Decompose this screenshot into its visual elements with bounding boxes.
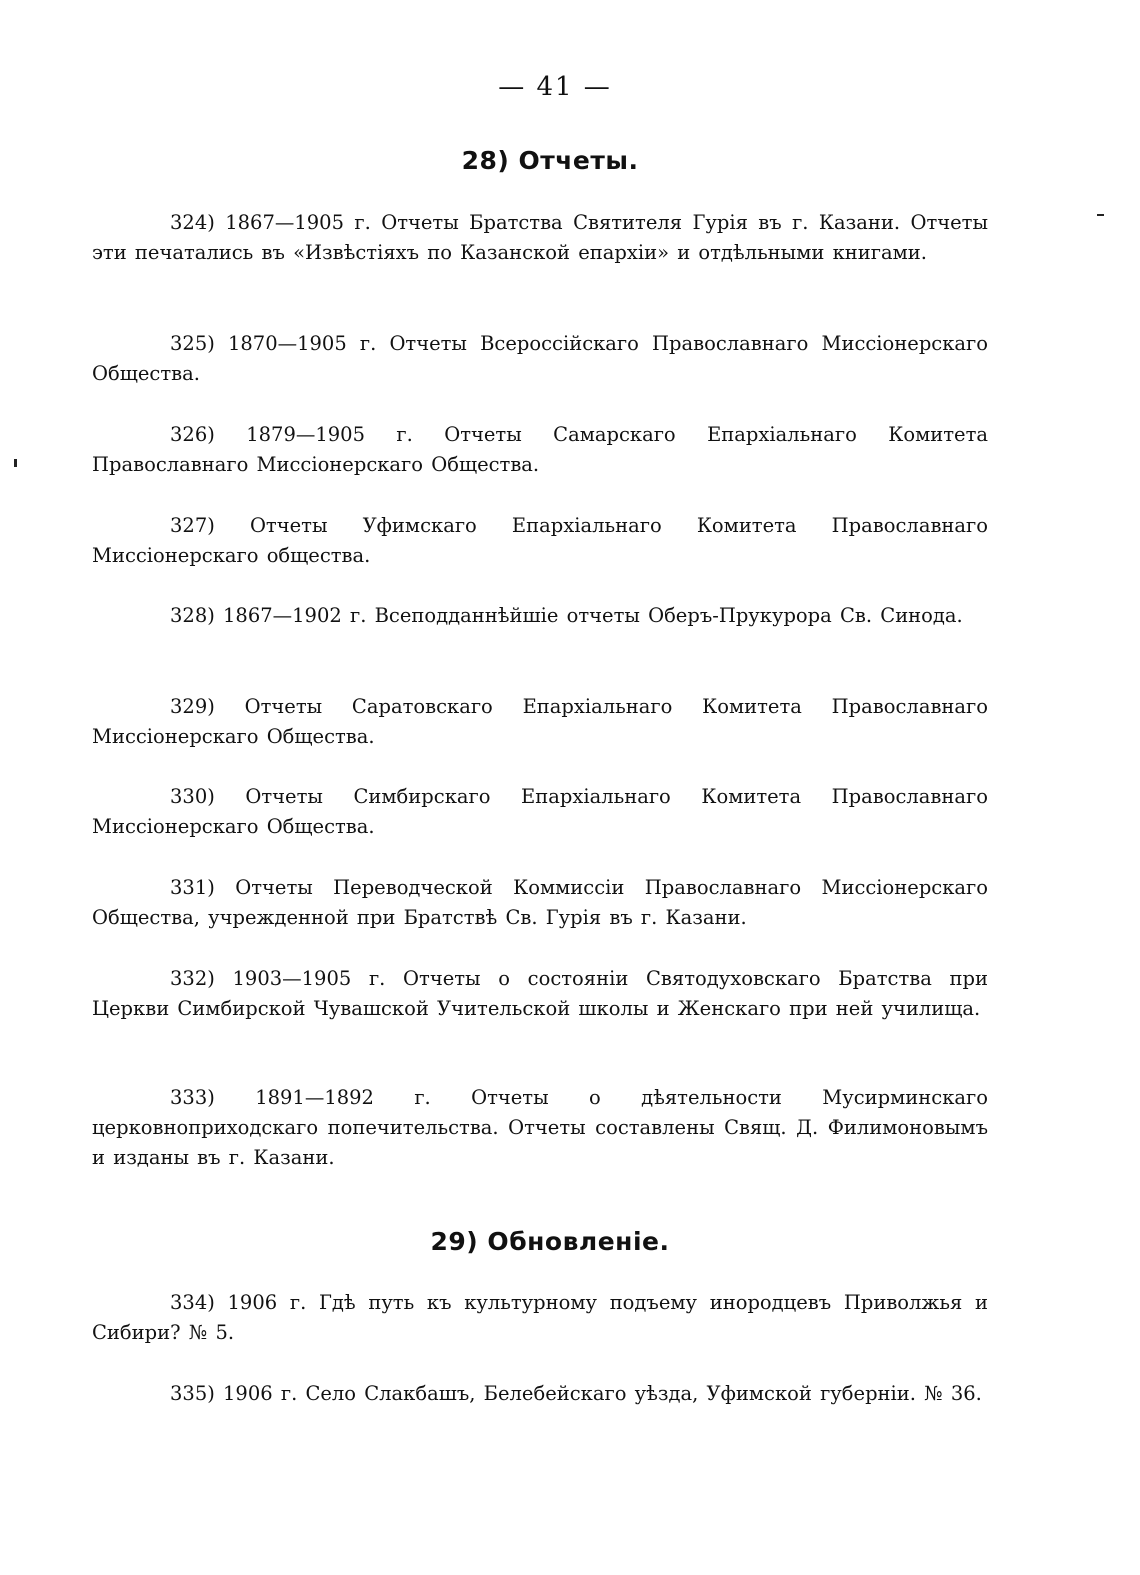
entry-330: 330) Отчеты Симбирскаго Епархіальнаго Комитета Православнаго Миссіонерскаго Общества.	[92, 785, 988, 838]
entry-334: 334) 1906 г. Гдѣ путь къ культурному подъему инородцевъ Приволжья и Сибири? № 5.	[92, 1291, 988, 1344]
entry-333: 333) 1891—1892 г. Отчеты о дѣятельности Мусирминскаго церковноприходскаго попечительства. Отчеты составлены Свящ. Д. Филимоновымъ и изданы въ г. Казани.	[92, 1086, 988, 1169]
page-number: — 41 —	[498, 72, 612, 102]
section-heading-renewal: 29) Обновленіе.	[430, 1227, 670, 1256]
entry-335: 335) 1906 г. Село Слакбашъ, Белебейскаго уѣзда, Уфимской губерніи. № 36.	[170, 1382, 982, 1405]
entry-328: 328) 1867—1902 г. Всеподданнѣйшіе отчеты Оберъ-Прукурора Св. Синода.	[170, 604, 963, 627]
entry-329: 329) Отчеты Саратовскаго Епархіальнаго Комитета Православнаго Миссіонерскаго Общества.	[92, 695, 988, 748]
entry-324: 324) 1867—1905 г. Отчеты Братства Святителя Гурія въ г. Казани. Отчеты эти печатались въ «Извѣстіяхъ по Казанской епархіи» и отдѣльными книгами.	[92, 211, 988, 264]
entry-325: 325) 1870—1905 г. Отчеты Всероссійскаго Православнаго Миссіонерскаго Общества.	[92, 332, 988, 385]
entry-331: 331) Отчеты Переводческой Коммиссіи Православнаго Миссіонерскаго Общества, учрежденной при Братствѣ Св. Гурія въ г. Казани.	[92, 876, 988, 929]
scan-speck-right	[1097, 214, 1104, 216]
entry-326: 326) 1879—1905 г. Отчеты Самарскаго Епархіальнаго Комитета Православнаго Миссіонерскаго Общества.	[92, 423, 988, 476]
entry-327: 327) Отчеты Уфимскаго Епархіальнаго Комитета Православнаго Миссіонерскаго общества.	[92, 514, 988, 567]
section-heading-reports: 28) Отчеты.	[461, 146, 639, 175]
scan-speck-left	[14, 459, 17, 467]
entry-332: 332) 1903—1905 г. Отчеты о состояніи Святодуховскаго Братства при Церкви Симбирской Чувашской Учительской школы и Женскаго при ней училища.	[92, 967, 988, 1020]
